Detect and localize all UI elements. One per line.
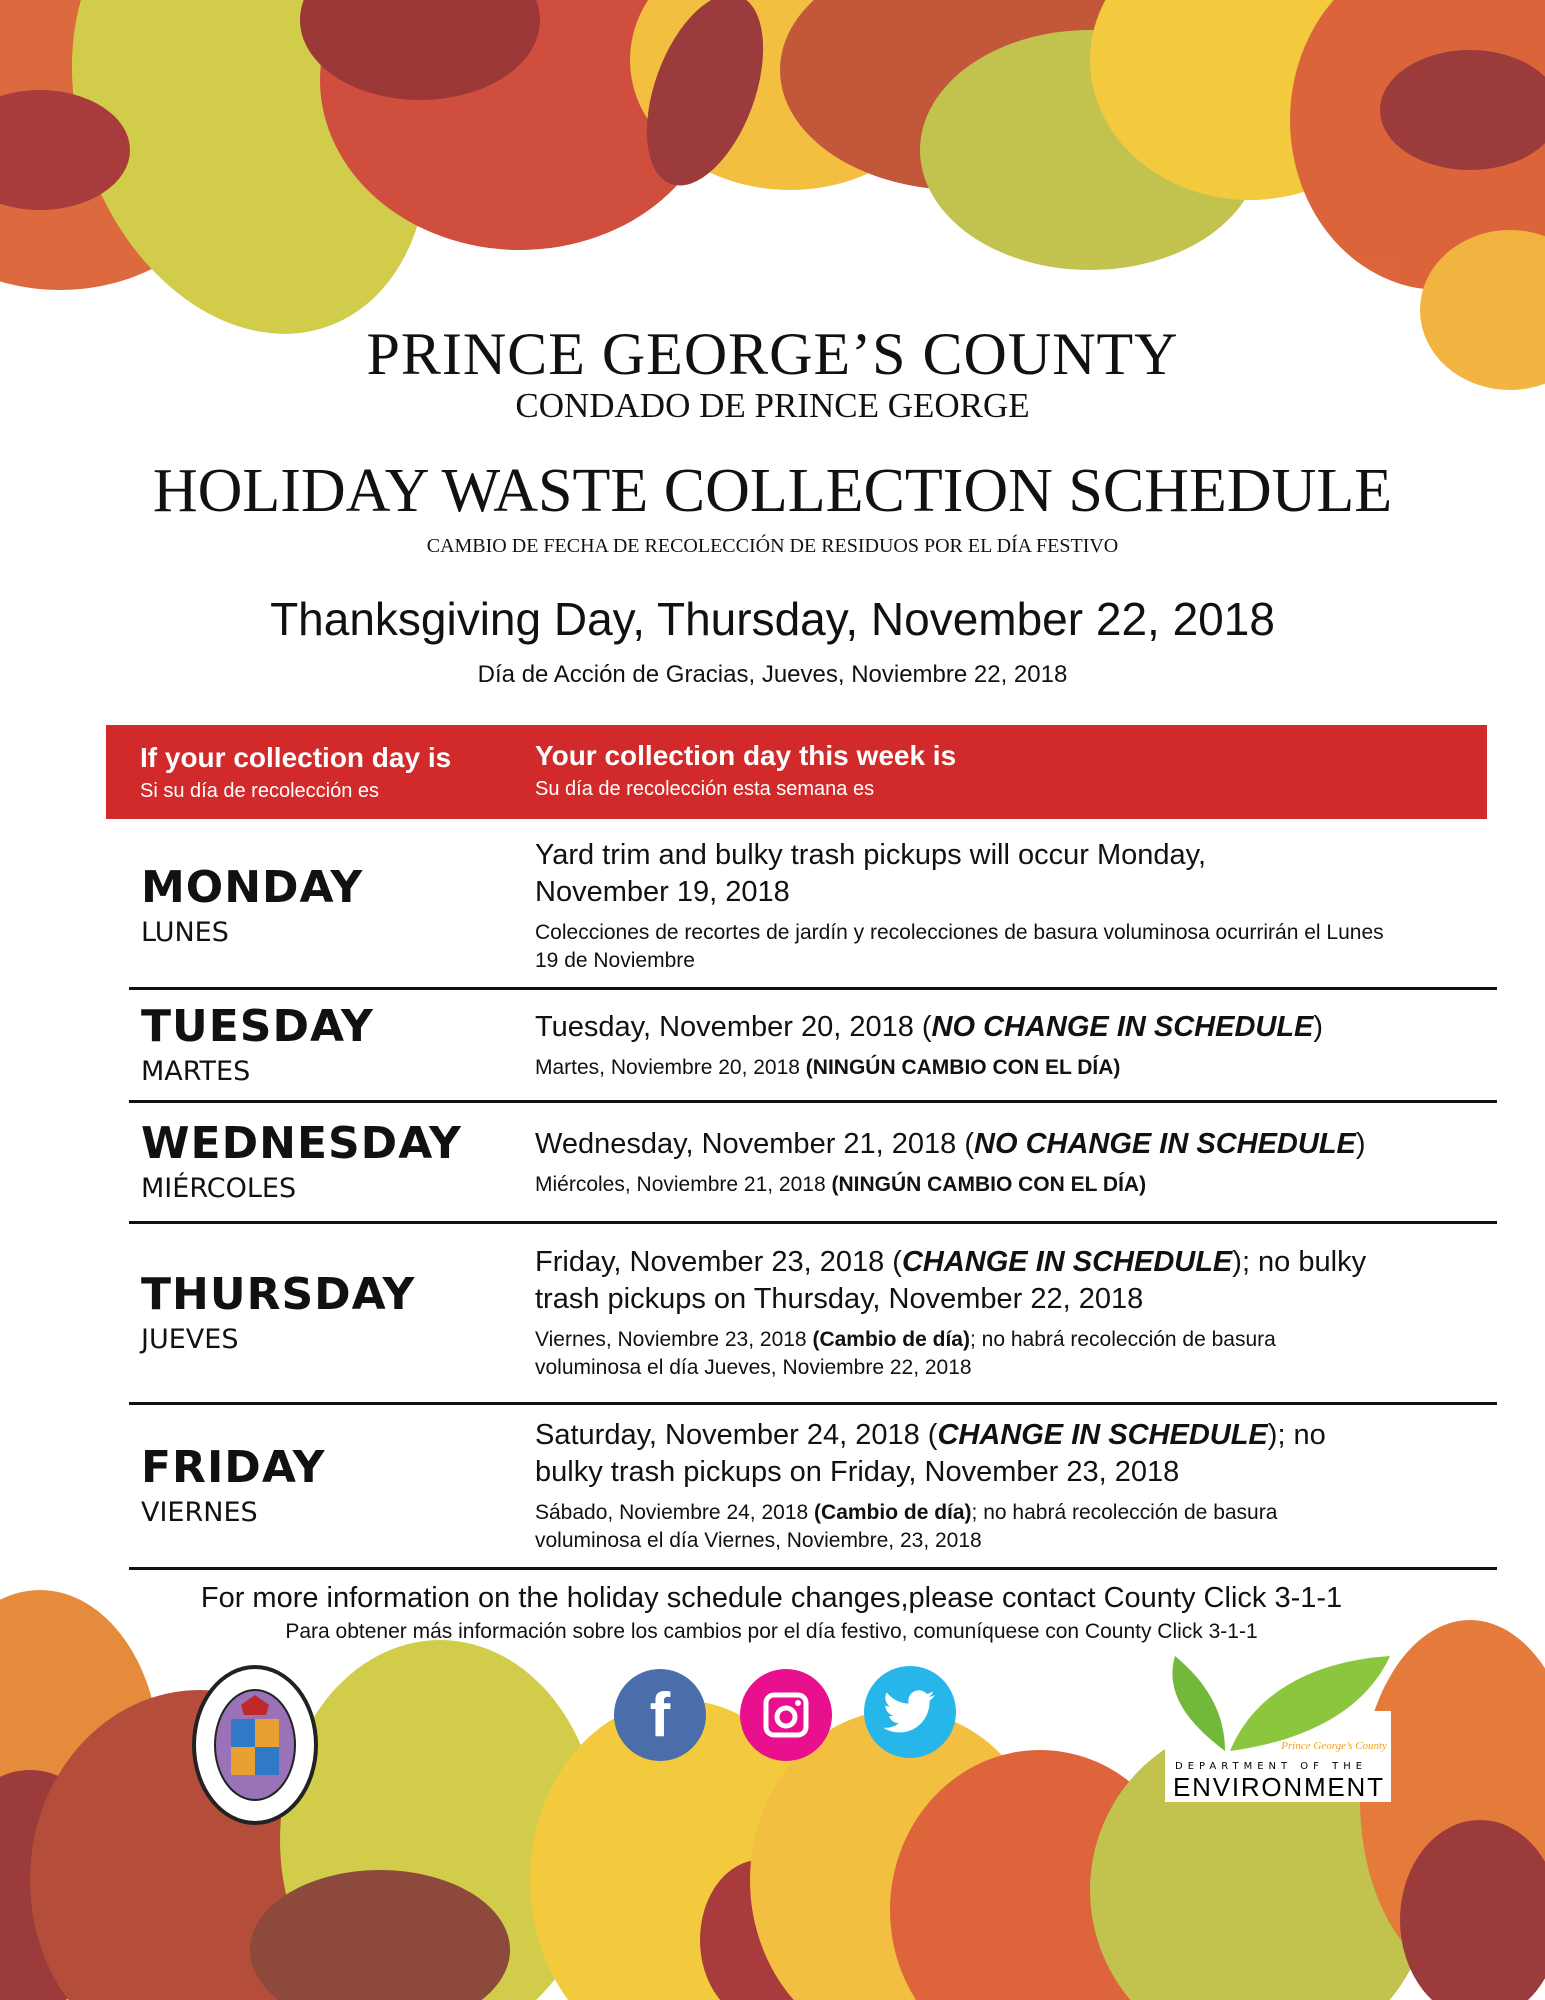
twitter-icon[interactable] (864, 1666, 956, 1758)
schedule-text-es: Sábado, Noviembre 24, 2018 (535, 1501, 815, 1524)
day-name-es: JUEVES (141, 1324, 239, 1355)
page-title: HOLIDAY WASTE COLLECTION SCHEDULE (152, 457, 1393, 525)
county-seal-logo (192, 1665, 318, 1825)
schedule-text-es-end: ; no habrá recolección de basura voluminosa el día Viernes, Noviembre, 23, 2018 (535, 1501, 1278, 1552)
holiday-date: Thanksgiving Day, Thursday, November 22, 2018 (270, 593, 1275, 645)
schedule-status-es: (Cambio de día) (814, 1501, 972, 1524)
contact-info: For more information on the holiday schedule changes,please contact County Click 3-1-1 (200, 1582, 1343, 1614)
schedule-status: CHANGE IN SCHEDULE (937, 1419, 1268, 1451)
facebook-icon[interactable] (614, 1669, 706, 1761)
schedule-status-es: (Cambio de día) (812, 1328, 970, 1351)
facebook-glyph: f (649, 1680, 671, 1750)
day-name: FRIDAY (141, 1442, 326, 1493)
schedule-text-es: Miércoles, Noviembre 21, 2018 (535, 1172, 832, 1196)
schedule-text-es: Colecciones de recortes de jardín y recolecciones de basura voluminosa ocurrirán el Lunes 19 de Noviembre (535, 921, 1384, 972)
schedule-text-es: Martes, Noviembre 20, 2018 (535, 1055, 806, 1079)
schedule-text-end: ); no bulky trash pickups on Friday, November 23, 2018 (535, 1419, 1326, 1488)
contact-block (76, 1580, 1467, 1646)
env-dept-text: DEPARTMENT OF THE (1175, 1761, 1368, 1772)
day-name-es: MIÉRCOLES (141, 1173, 297, 1204)
col2-header: Your collection day this week is (535, 740, 957, 771)
county-name: PRINCE GEORGE’S COUNTY (366, 321, 1179, 387)
table-row-thursday (129, 1224, 1497, 1405)
day-name: THURSDAY (141, 1269, 416, 1320)
table-row-wednesday (129, 1103, 1497, 1224)
schedule-status: CHANGE IN SCHEDULE (901, 1246, 1233, 1278)
department-of-environment-logo (1165, 1651, 1391, 1802)
day-name-es: LUNES (141, 917, 229, 948)
table-row-tuesday (129, 990, 1497, 1103)
schedule-status-es: (NINGÚN CAMBIO CON EL DÍA) (831, 1172, 1147, 1196)
schedule-text-es: Viernes, Noviembre 23, 2018 (535, 1328, 813, 1351)
env-name-text: ENVIRONMENT (1173, 1772, 1383, 1802)
day-name: TUESDAY (141, 1001, 374, 1052)
schedule-text-es-end: ; no habrá recolección de basura voluminosa el día Jueves, Noviembre 22, 2018 (535, 1328, 1276, 1379)
schedule-status: NO CHANGE IN SCHEDULE (931, 1010, 1314, 1043)
schedule-text: Friday, November 23, 2018 ( (535, 1246, 902, 1278)
day-name-es: VIERNES (141, 1497, 258, 1528)
col1-header: If your collection day is (140, 742, 452, 773)
schedule-text-end: ) (1313, 1010, 1324, 1043)
env-county-text: Prince George’s County (1281, 1740, 1387, 1752)
page-title-es: CAMBIO DE FECHA DE RECOLECCIÓN DE RESIDUOS POR EL DÍA FESTIVO (426, 535, 1119, 557)
instagram-icon[interactable] (740, 1669, 832, 1761)
schedule-status-es: (NINGÚN CAMBIO CON EL DÍA) (805, 1055, 1121, 1079)
col1-header-es: Si su día de recolección es (140, 780, 380, 802)
day-name: MONDAY (141, 862, 364, 913)
schedule-text: Tuesday, November 20, 2018 ( (535, 1010, 932, 1043)
table-header (106, 725, 1487, 819)
county-name-es: CONDADO DE PRINCE GEORGE (515, 386, 1030, 425)
day-name: WEDNESDAY (141, 1118, 462, 1169)
col2-header-es: Su día de recolección esta semana es (535, 778, 875, 800)
contact-info-es: Para obtener más información sobre los cambios por el día festivo, comuníquese con County Click 3-1-1 (285, 1620, 1258, 1643)
schedule-text: Wednesday, November 21, 2018 ( (535, 1127, 975, 1160)
schedule-table (106, 725, 1497, 1646)
schedule-text: Yard trim and bulky trash pickups will occur Monday, November 19, 2018 (535, 839, 1207, 908)
schedule-status: NO CHANGE IN SCHEDULE (974, 1127, 1356, 1160)
schedule-text: Saturday, November 24, 2018 ( (535, 1419, 938, 1451)
table-row-monday (129, 825, 1497, 990)
table-row-friday (129, 1405, 1497, 1570)
day-name-es: MARTES (141, 1056, 251, 1087)
holiday-date-es: Día de Acción de Gracias, Jueves, Noviembre 22, 2018 (477, 661, 1068, 688)
schedule-text-end: ); no bulky trash pickups on Thursday, November 22, 2018 (535, 1246, 1367, 1315)
schedule-text-end: ) (1355, 1127, 1366, 1160)
